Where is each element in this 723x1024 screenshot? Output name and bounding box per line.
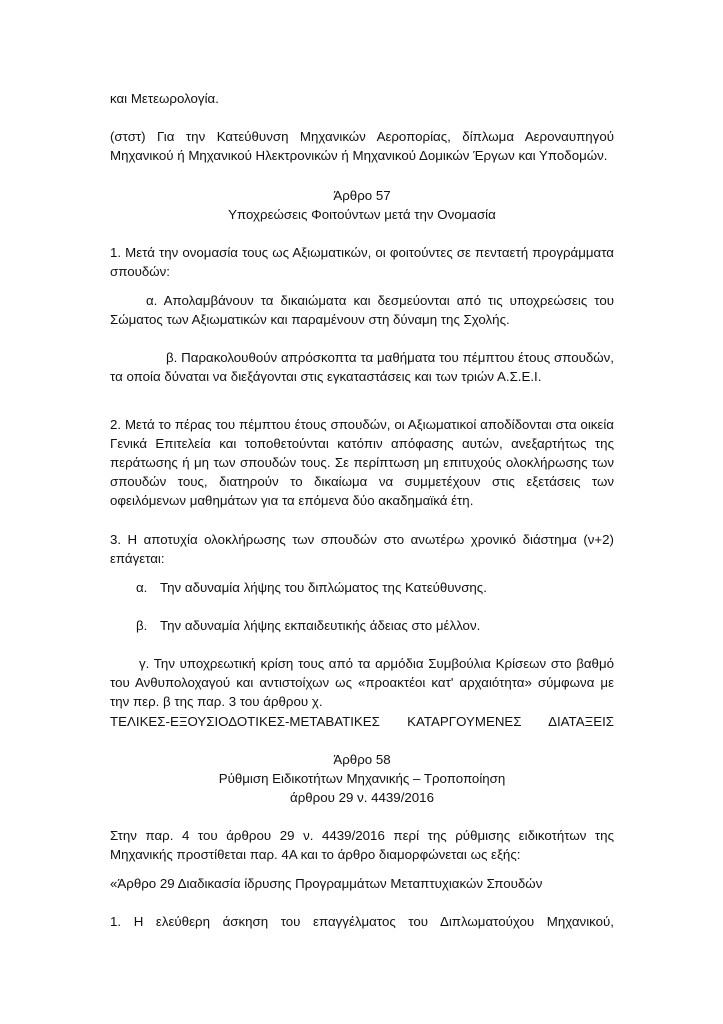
- article-58-title-line-2: άρθρου 29 ν. 4439/2016: [290, 790, 434, 805]
- paragraph-1-b: β. Παρακολουθούν απρόσκοπτα τα μαθήματα του πέμπτου έτους σπουδών, τα οποία δύναται να διεξάγονται στις εγκαταστάσεις και των τριών Α.Σ.Ε.Ι.: [110, 350, 614, 384]
- paragraph-stst: (στστ) Για την Κατεύθυνση Μηχανικών Αεροπορίας, δίπλωμα Αεροναυπηγού Μηχανικού ή Μηχανικού Ηλεκτρονικών ή Μηχανικού Δομικών Έργων και Υποδομών.: [110, 129, 614, 163]
- paragraph-3: 3. Η αποτυχία ολοκλήρωσης των σπουδών στο ανωτέρω χρονικό διάστημα (ν+2) επάγεται:: [110, 532, 614, 566]
- paragraph-58: Στην παρ. 4 του άρθρου 29 ν. 4439/2016 περί της ρύθμισης ειδικοτήτων της Μηχανικής προστίθεται παρ. 4Α και το άρθρο διαμορφώνεται ως εξής:: [110, 828, 614, 862]
- paragraph-3-item-a: [136, 578, 487, 597]
- list-marker: α.: [136, 580, 148, 595]
- paragraph-3-item-g: γ. Την υποχρεωτική κρίση τους από τα αρμόδια Συμβούλια Κρίσεων στο βαθμό του Ανθυπολοχαγού και αντιστοίχων ως «προακτέοι κατ' αρχαιότητα» σύμφωνα με την περ. β της παρ. 3 του άρθρου χ.: [110, 656, 614, 709]
- section-heading: ΤΕΛΙΚΕΣ-ΕΞΟΥΣΙΟΔΟΤΙΚΕΣ-ΜΕΤΑΒΑΤΙΚΕΣ ΚΑΤΑΡΓΟΥΜΕΝΕΣ ΔΙΑΤΑΞΕΙΣ: [110, 714, 614, 729]
- article-58-title-line-1: Ρύθμιση Ειδικοτήτων Μηχανικής – Τροποποίηση: [218, 771, 506, 786]
- quoted-article-heading: «Άρθρο 29 Διαδικασία ίδρυσης Προγραμμάτων Μεταπτυχιακών Σπουδών: [110, 876, 543, 891]
- intro-tail-text: και Μετεωρολογία.: [110, 91, 219, 106]
- article-58-number: Άρθρο 58: [333, 752, 391, 767]
- list-item-text: Την αδυναμία λήψης του διπλώματος της Κατεύθυνσης.: [160, 580, 487, 595]
- paragraph-3-item-b: [136, 616, 480, 635]
- article-57-title: Υποχρεώσεις Φοιτούντων μετά την Ονομασία: [228, 207, 496, 222]
- paragraph-last-line: 1. Η ελεύθερη άσκηση του επαγγέλματος του Διπλωματούχου Μηχανικού,: [110, 914, 614, 929]
- article-57-number: Άρθρο 57: [333, 188, 391, 203]
- paragraph-2: 2. Μετά το πέρας του πέμπτου έτους σπουδών, οι Αξιωματικοί αποδίδονται στα οικεία Γενικά Επιτελεία και τοποθετούνται κατόπιν απόφασης αυτών, ανεξαρτήτως της περάτωσης ή μη των σπουδών τους. Σε περίπτωση μη επιτυχούς ολοκλήρωσης των σπουδών τους, διατηρούν το δικαίωμα να συμμετέχουν στις εξετάσεις των οφειλόμενων μαθημάτων για τα επόμενα δύο ακαδημαϊκά έτη.: [110, 417, 614, 508]
- list-marker: β.: [136, 618, 148, 633]
- paragraph-1: 1. Μετά την ονομασία τους ως Αξιωματικών, οι φοιτούντες σε πενταετή προγράμματα σπουδών:: [110, 245, 614, 279]
- list-item-text: Την αδυναμία λήψης εκπαιδευτικής άδειας στο μέλλον.: [160, 618, 481, 633]
- paragraph-1-a: α. Απολαμβάνουν τα δικαιώματα και δεσμεύονται από τις υποχρεώσεις του Σώματος των Αξιωματικών και παραμένουν στη δύναμη της Σχολής.: [110, 293, 614, 327]
